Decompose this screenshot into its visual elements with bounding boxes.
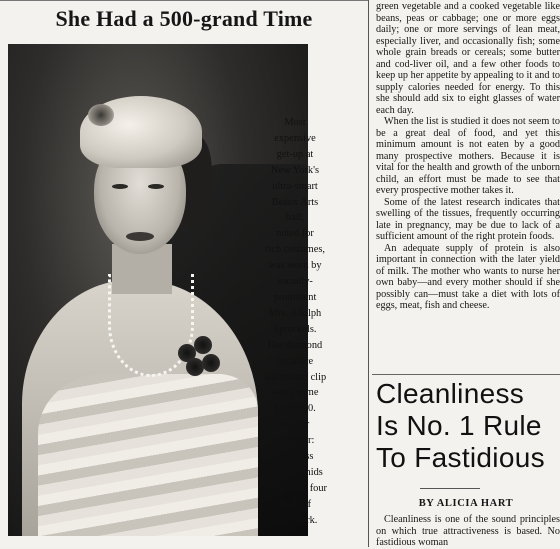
article-paragraph: When the list is studied it does not seem to be a great deal of food, and yet this minimum amount is not eaten by a good many prospective mothers. Because it is vital for the health and growth of the unborn child, an effort must be made to see that every prospective mother takes it. [376, 116, 560, 196]
turban-clip [88, 104, 114, 126]
draped-gown [38, 374, 258, 536]
byline: BY ALICIA HART [418, 498, 514, 509]
cleanliness-article [376, 514, 560, 549]
right-eye [148, 184, 164, 189]
photo-caption: Most expensive get-up at New York's ultra-smart Beaux Arts ball, noted for rich costumes, was worn by socially- prominent Mrs. Adolph Spreckels. Her diamond necklace and turban clip assay some $500,000. On her shoulder: Priceless black orchids —the only four in all of New York. [262, 117, 328, 526]
orchid-icon [194, 336, 212, 354]
photo-headline: She Had a 500-grand Time [55, 6, 313, 31]
article-paragraph: Cleanliness is one of the sound principles on which true attractiveness is based. No fastidious woman [376, 514, 560, 548]
orchid-icon [202, 354, 220, 372]
lips [126, 232, 154, 241]
column-divider [368, 0, 369, 547]
article-paragraph: Some of the latest research indicates that swelling of the tissues, frequently occurring late in pregnancy, may be due to lack of a sufficient amount of the right protein foods. [376, 196, 560, 242]
article-separator [372, 374, 560, 375]
article-paragraph: green vegetable and a cooked vegetable like beans, peas or cabbage; one or more eggs daily; one or more servings of lean meat, especially liver, and occasionally fish; some whole grain breads or cereals; some butter and cod-liver oil, and a few other foods to keep up her appetite by appealing to it and to supply calories needed for energy. To this she should add six to eight glasses of water each day. [376, 1, 560, 116]
nutrition-article [376, 1, 560, 312]
article-headline: Cleanliness Is No. 1 Rule To Fastidious [376, 378, 545, 473]
byline-rule [420, 488, 480, 489]
left-eye [112, 184, 128, 189]
diamond-necklace [108, 274, 194, 377]
article-paragraph: An adequate supply of protein is also important in connection with the later yield of milk. The mother who wants to nurse her own baby—and every mother should if she possibly can—must take a diet with lots of eggs, meat, fish and cheese. [376, 242, 560, 311]
